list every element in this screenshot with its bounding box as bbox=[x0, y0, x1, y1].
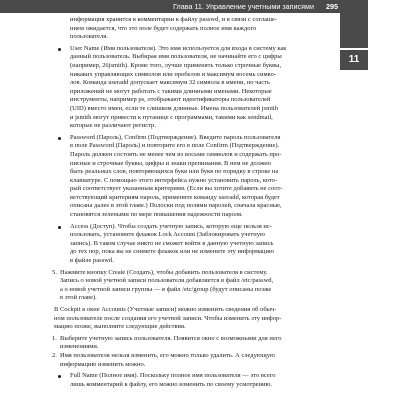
text-line: рый соответствует указанным критериям. (Если вы хотите добавить не соот- bbox=[70, 185, 283, 193]
text-line: В Cockpit в окне Accounts (Учетные записи) можно изменить сведения об обыч- bbox=[54, 306, 277, 313]
bullet-dot bbox=[58, 48, 61, 51]
bullet-dot bbox=[58, 226, 61, 229]
text-line: описана далее в этой главе.) Полоски под полями паролей, сначала красные, bbox=[70, 202, 282, 210]
step-marker: 1. bbox=[52, 334, 57, 342]
text-line: Имя пользователя нельзя изменить, его можно только удалить. А следующую bbox=[60, 351, 275, 359]
text-line: Нажмите кнопку Create (Создать), чтобы добавить пользователя в систему. bbox=[60, 268, 268, 276]
text-line: никаких управляющих символов или пробелов и максимум восемь симво- bbox=[70, 70, 276, 78]
text-line: инструменты, например ps, отображают идентификаторы пользователей bbox=[70, 96, 271, 104]
text-line: Password (Пароль), Confirm (Подтверждение). Введите пароль пользователя bbox=[70, 133, 281, 141]
text-line: в файле passwd. bbox=[70, 257, 114, 265]
text-line: Запись о новой учетной записи пользователя добавляется в файл /etc/passwd, bbox=[60, 277, 274, 285]
text-line: а о новой учетной записи группы — в файл /etc/group (будут описаны позже bbox=[60, 285, 272, 293]
step-marker: 2. bbox=[52, 351, 57, 359]
text-line: лов. Команда useradd допускает максимум 32 символа в имени, но часть bbox=[70, 79, 270, 87]
cockpit-paragraph bbox=[54, 306, 340, 332]
text-line: информацию изменить можно. bbox=[60, 360, 146, 368]
step-2 bbox=[54, 352, 340, 369]
text-line: Access (Доступ). Чтобы создать учетную запись, которую еще нельзя ис- bbox=[70, 222, 272, 230]
text-line: Full Name (Полное имя). Поскольку полное имя пользователя — это всего bbox=[70, 372, 276, 380]
text-line: (например, 26jsmith). Кроме того, лучше применять только строчные буквы, bbox=[70, 61, 282, 69]
text-line: мацию позже, выполните следующие действия. bbox=[54, 323, 186, 331]
bullet-dot bbox=[58, 137, 61, 140]
bullet-full-name bbox=[54, 372, 340, 389]
text-line: лишь комментарий к файлу, его можно изменить по своему усмотрению. bbox=[70, 380, 272, 388]
text-line: ном пользователе после создания его учетной записи. Чтобы изменить эту инфор- bbox=[54, 314, 282, 322]
step-1 bbox=[54, 335, 340, 352]
text-line: User Name (Имя пользователя). Это имя используется для входа в систему как bbox=[70, 44, 287, 52]
text-line: становятся зелеными по мере повышения надежности пароля. bbox=[70, 211, 243, 219]
text-line: до тех пор, пока вы не снимете флажок или не измените эту информацию bbox=[70, 248, 274, 256]
text-line: пользователя. bbox=[70, 33, 108, 41]
text-line: клавиатуре. С помощью этого интерфейса нужно установить пароль, кото- bbox=[70, 176, 278, 184]
text-line: ветствующий критериям пароль, примените команду useradd, которая будет bbox=[70, 193, 280, 201]
bullet-access bbox=[54, 223, 340, 266]
running-header bbox=[0, 0, 340, 13]
bullet-user-name bbox=[54, 45, 340, 131]
side-tab-bar bbox=[340, 0, 368, 48]
text-line: Пароль должен состоять не менее чем из восьми символов и содержать про- bbox=[70, 150, 282, 158]
text-line: и jsmith могут привести к путанице с программами, такими как sendmail, bbox=[70, 113, 273, 121]
page-body bbox=[54, 16, 340, 389]
page-number: 295 bbox=[326, 2, 338, 11]
chapter-side-tab bbox=[340, 0, 368, 78]
text-line: нием ожидается, что это поле будет содержать полное имя каждого bbox=[70, 24, 257, 32]
intro-paragraph bbox=[54, 16, 340, 42]
text-line: данный пользователь. Выбирая имя пользователя, не начинайте его с цифры bbox=[70, 53, 282, 61]
chapter-number: 11 bbox=[340, 50, 368, 70]
text-line: (UID) вместо имен, если те слишком длинные. Имена пользователей jsmith bbox=[70, 104, 278, 112]
step-marker: 5. bbox=[52, 268, 57, 276]
chapter-title: Глава 11. Управление учетными записями bbox=[173, 2, 314, 11]
bullet-dot bbox=[58, 375, 61, 378]
text-line: в поле Password (Пароль) и повторите его в поле Confirm (Подтверждение). bbox=[70, 142, 280, 150]
step-5 bbox=[54, 269, 340, 303]
text-line: изменениями. bbox=[60, 343, 99, 351]
text-line: которые не различают регистр. bbox=[70, 122, 156, 130]
text-line: писные и строчные буквы, цифры и знаки препинания. В нем не должно bbox=[70, 159, 272, 167]
text-line: запись). В таком случае никто не сможет войти в данную учетную запись bbox=[70, 239, 274, 247]
text-line: Выберите учетную запись пользователя. Появится окно с возможными для него bbox=[60, 334, 282, 342]
text-line: информация хранится в комментарии к файлу passwd, и в связи с соглаше- bbox=[70, 16, 278, 23]
text-line: пользовать, установите флажок Lock Account (Заблокировать учетную bbox=[70, 231, 265, 239]
bullet-password bbox=[54, 134, 340, 220]
text-line: быть реальных слов, повторяющихся букв или букв по порядку в строке на bbox=[70, 168, 279, 176]
text-line: в этой главе). bbox=[60, 294, 97, 302]
text-line: приложений не могут работать с такими длинными именами. Некоторые bbox=[70, 87, 272, 95]
